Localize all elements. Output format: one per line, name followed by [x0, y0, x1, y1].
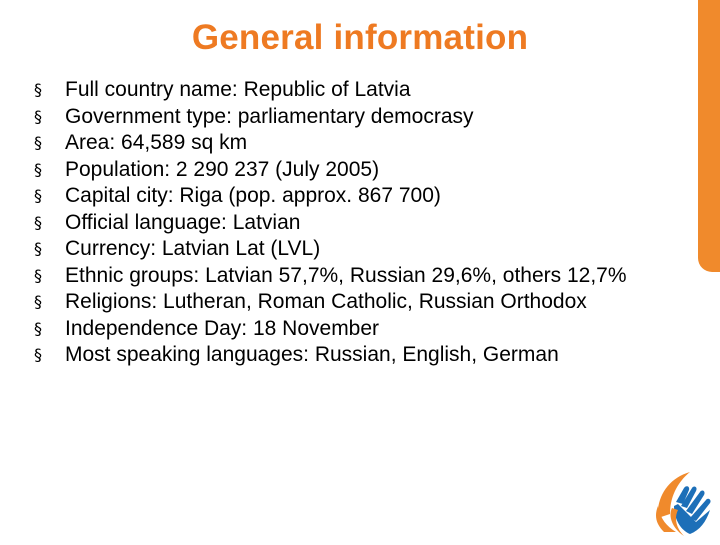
bullet-icon: §	[34, 186, 42, 205]
list-item	[34, 183, 684, 210]
list-item	[34, 104, 684, 131]
slide-title: General information	[191, 18, 529, 57]
list-item	[34, 289, 684, 316]
bullet-icon: §	[34, 106, 42, 126]
list-item-text: Ethnic groups: Latvian 57,7%, Russian 29,6%, others 12,7%	[65, 263, 627, 287]
list-item-text: Government type: parliamentary democrasy	[65, 104, 474, 128]
list-item-text: Currency: Latvian Lat (LVL)	[65, 237, 321, 260]
list-item-text: Area: 64,589 sq km	[65, 131, 248, 154]
info-bullet-list	[34, 77, 684, 369]
list-item-text: Full country name: Republic of Latvia	[65, 78, 411, 101]
bullet-icon: §	[34, 265, 42, 285]
list-item-text: Independence Day: 18 November	[65, 316, 380, 340]
list-item-text: Population: 2 290 237 (July 2005)	[65, 157, 380, 181]
list-item	[34, 316, 684, 343]
list-item	[34, 263, 684, 290]
bullet-icon: §	[34, 318, 42, 338]
bullet-icon: §	[34, 159, 42, 179]
list-item-text: Most speaking languages: Russian, English, German	[65, 343, 559, 366]
bullet-icon: §	[34, 292, 42, 311]
list-item-text: Capital city: Riga (pop. approx. 867 700)	[65, 184, 441, 207]
hand-logo-icon	[650, 458, 720, 540]
bullet-icon: §	[34, 239, 42, 258]
bullet-icon: §	[34, 212, 42, 232]
list-item-text: Official language: Latvian	[65, 210, 301, 234]
bullet-icon: §	[34, 345, 42, 364]
bullet-icon: §	[34, 80, 42, 99]
list-item-text: Religions: Lutheran, Roman Catholic, Russian Orthodox	[65, 290, 587, 313]
bullet-icon: §	[34, 133, 42, 152]
list-item	[34, 236, 684, 263]
list-item	[34, 77, 684, 104]
list-item	[34, 342, 684, 369]
accent-side-bar	[698, 0, 720, 272]
list-item	[34, 157, 684, 184]
list-item	[34, 130, 684, 157]
list-item	[34, 210, 684, 237]
